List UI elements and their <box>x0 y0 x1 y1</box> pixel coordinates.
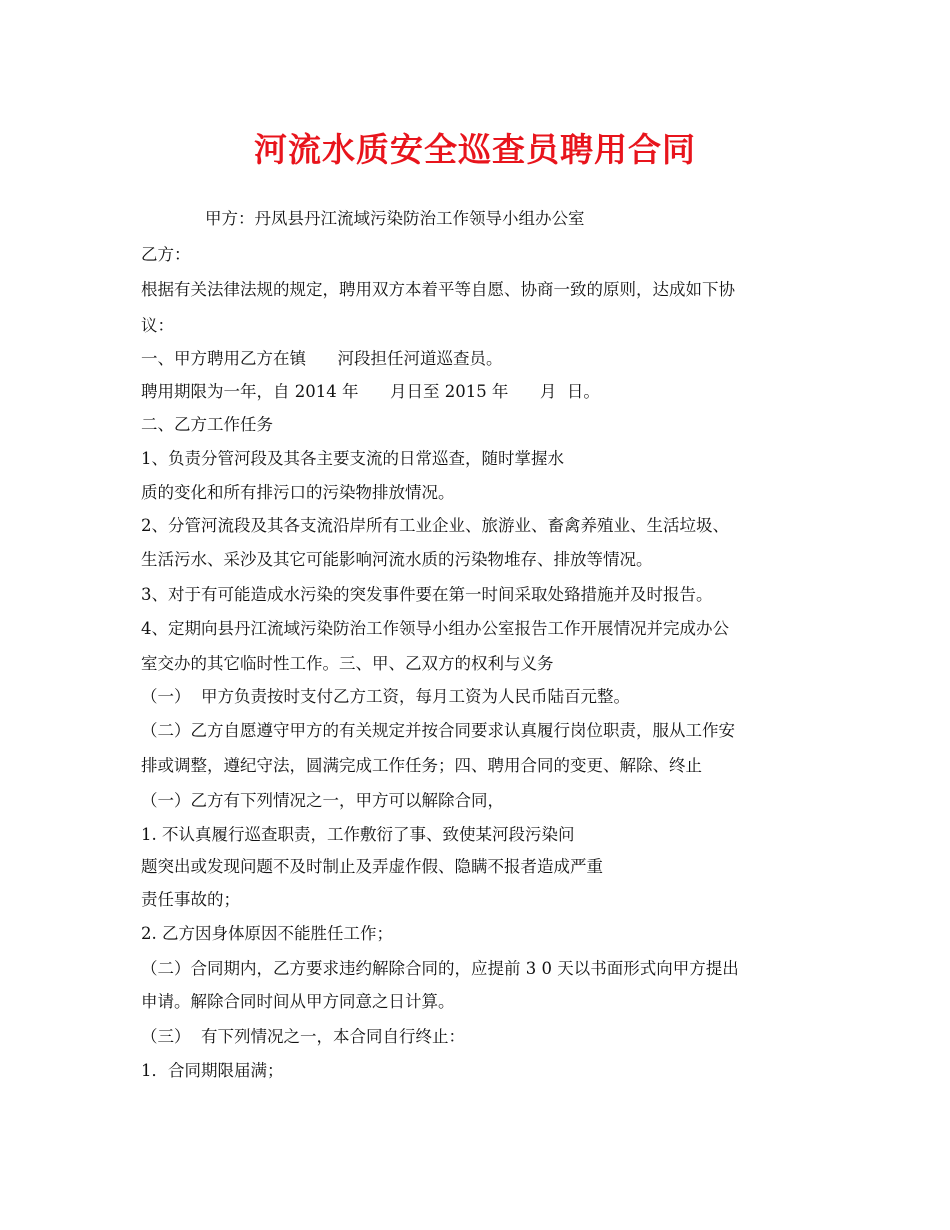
termination-2-line-1: （二）合同期内，乙方要求违约解除合同的，应提前 3 0 天以书面形式向甲方提出 <box>141 959 739 978</box>
party-b-line: 乙方： <box>141 245 191 264</box>
termination-item-1-line-3: 责任事故的； <box>141 890 240 909</box>
task-4-line-1: 4、定期向县丹江流域污染防治工作领导小组办公室报告工作开展情况并完成办公 <box>141 619 729 638</box>
preamble-line-1: 根据有关法律法规的规定，聘用双方本着平等自愿、协商一致的原则，达成如下协 <box>141 280 735 299</box>
rights-2-line-2: 排或调整，遵纪守法，圆满完成工作任务；四、聘用合同的变更、解除、终止 <box>141 756 702 775</box>
document-title: 河流水质安全巡查员聘用合同 <box>254 130 696 169</box>
task-1-line-2: 质的变化和所有排污口的污染物排放情况。 <box>141 483 455 502</box>
task-1-line-1: 1、负责分管河段及其各主要支流的日常巡查，随时掌握水 <box>141 449 564 468</box>
term-line: 聘用期限为一年，自 2014 年 月日至 2015 年 月 日。 <box>141 382 600 401</box>
task-2-line-2: 生活污水、采沙及其它可能影响河流水质的污染物堆存、排放等情况。 <box>141 550 653 569</box>
rights-2-line-1: （二）乙方自愿遵守甲方的有关规定并按合同要求认真履行岗位职责，服从工作安 <box>141 721 735 740</box>
termination-2-line-2: 申请。解除合同时间从甲方同意之日计算。 <box>141 992 455 1011</box>
termination-item-1-line-1: 1. 不认真履行巡查职责，工作敷衍了事、致使某河段污染问 <box>141 825 575 844</box>
preamble-line-2: 议： <box>141 316 174 335</box>
task-3-line: 3、对于有可能造成水污染的突发事件要在第一时间采取处臵措施并及时报告。 <box>141 585 713 604</box>
party-a-line: 甲方：丹凤县丹江流域污染防治工作领导小组办公室 <box>205 209 585 228</box>
task-2-line-1: 2、分管河流段及其各支流沿岸所有工业企业、旅游业、畜禽养殖业、生活垃圾、 <box>141 516 729 535</box>
termination-item-1-line-2: 题突出或发现问题不及时制止及弄虚作假、隐瞒不报者造成严重 <box>141 857 603 876</box>
termination-3-line: （三） 有下列情况之一，本合同自行终止： <box>141 1027 465 1046</box>
task-4-line-2: 室交办的其它临时性工作。三、甲、乙双方的权利与义务 <box>141 654 554 673</box>
clause-1-line: 一、甲方聘用乙方在镇 河段担任河道巡查员。 <box>141 349 503 368</box>
section-2-heading: 二、乙方工作任务 <box>141 415 273 434</box>
termination-1-line: （一）乙方有下列情况之一，甲方可以解除合同， <box>141 791 504 810</box>
termination-3-item-1-line: 1．合同期限届满； <box>141 1061 284 1080</box>
termination-item-2-line: 2. 乙方因身体原因不能胜任工作； <box>141 924 393 943</box>
rights-1-line: （一） 甲方负责按时支付乙方工资，每月工资为人民币陆百元整。 <box>141 687 630 706</box>
